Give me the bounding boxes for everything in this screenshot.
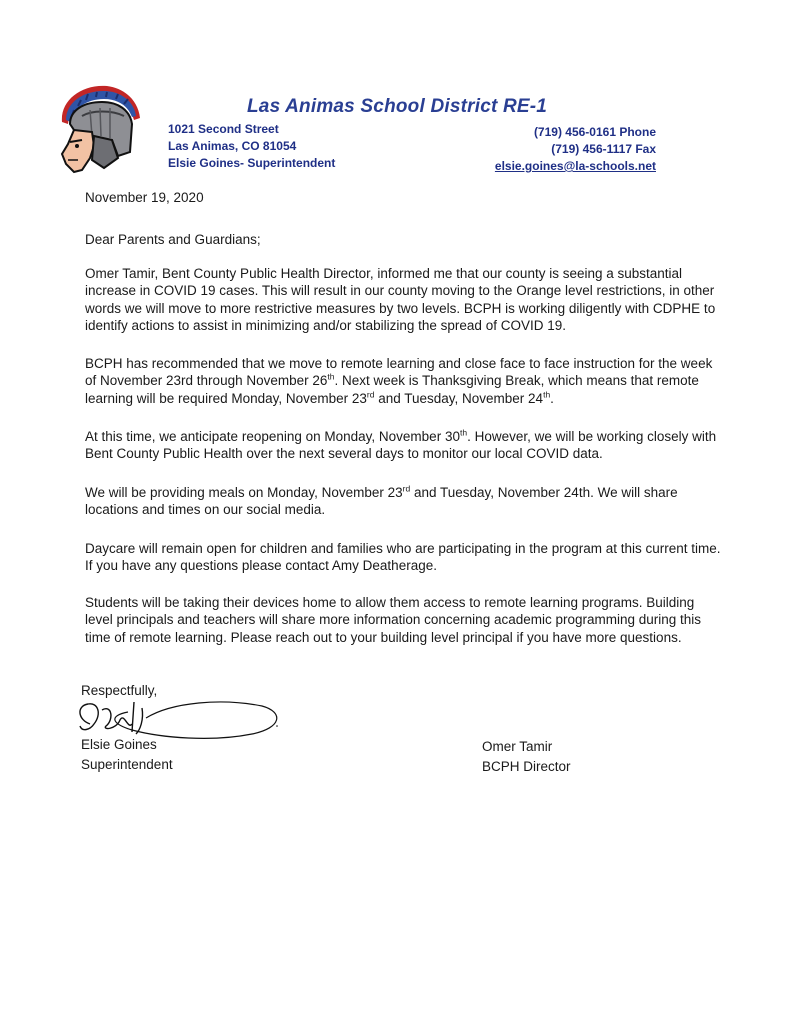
ordinal-suffix: th	[543, 389, 551, 400]
paragraph-2-part: and Tuesday, November 24	[374, 390, 544, 406]
phone-number: (719) 456-0161 Phone	[533, 125, 656, 139]
superintendent-line: Elsie Goines- Superintendent	[168, 156, 336, 170]
address-block	[168, 121, 335, 172]
paragraph-2-part: .	[550, 390, 554, 406]
paragraph-1: Omer Tamir, Bent County Public Health Director, informed me that our county is seeing a substantial increase in COVID 19 cases. This will result in our county moving to the Orange level restrictions, in other words we will move to more restrictive measures by two levels. BCPH is working diligently with CDPHE to identify actions to assist in minimizing and/or stabilizing the spread of COVID 19.	[85, 266, 716, 334]
signer-name: Elsie Goines	[81, 737, 157, 752]
salutation: Dear Parents and Guardians;	[85, 232, 261, 247]
ordinal-suffix: rd	[402, 483, 411, 494]
paragraph-3	[85, 428, 725, 463]
paragraph-2	[85, 355, 725, 407]
district-name: Las Animas School District RE-1	[247, 96, 548, 117]
ordinal-suffix: th	[459, 427, 468, 438]
address-line1: 1021 Second Street	[168, 122, 279, 136]
signer-title: Superintendent	[81, 757, 173, 772]
paragraph-2-part: . Next week is Thanksgiving Break, which means that remote learning will be required Monday, November 23	[85, 373, 699, 406]
superintendent-signature-block	[81, 735, 173, 775]
paragraph-3-part: . However, we will be working closely with Bent County Public Health over the next several days to monitor our local COVID data.	[85, 429, 717, 462]
address-line2: Las Animas, CO 81054	[168, 139, 297, 153]
paragraph-4-part: We will be providing meals on Monday, November 23	[85, 485, 403, 500]
paragraph-5: Daycare will remain open for children and families who are participating in the program at this current time. If you have any questions please contact Amy Deatherage.	[85, 541, 721, 574]
ordinal-suffix: rd	[366, 389, 375, 400]
signer-title: BCPH Director	[482, 759, 571, 774]
letter-date: November 19, 2020	[85, 190, 204, 205]
fax-number: (719) 456-1117 Fax	[551, 142, 656, 156]
paragraph-2-part: BCPH has recommended that we move to remote learning and close face to face instruction for the week of November 23rd through November 26	[85, 356, 713, 389]
paragraph-4-part: and Tuesday, November 24th. We will share locations and times on our social media.	[85, 485, 678, 518]
contact-block	[480, 124, 656, 175]
spartan-helmet-logo-icon	[52, 80, 144, 178]
paragraph-6: Students will be taking their devices home to allow them access to remote learning programs. Building level principals and teachers will share more information concerning academic programming during this time of remote learning. Please reach out to your building level principal if you have more questions.	[85, 595, 702, 645]
email-link[interactable]: elsie.goines@la-schools.net	[494, 159, 656, 173]
paragraph-3-part: At this time, we anticipate reopening on Monday, November 30	[85, 429, 460, 444]
closing-word: Respectfully,	[81, 683, 158, 698]
bcph-signature-block	[482, 737, 571, 777]
ordinal-suffix: th	[327, 371, 335, 382]
paragraph-4	[85, 484, 725, 519]
signer-name: Omer Tamir	[482, 739, 553, 754]
